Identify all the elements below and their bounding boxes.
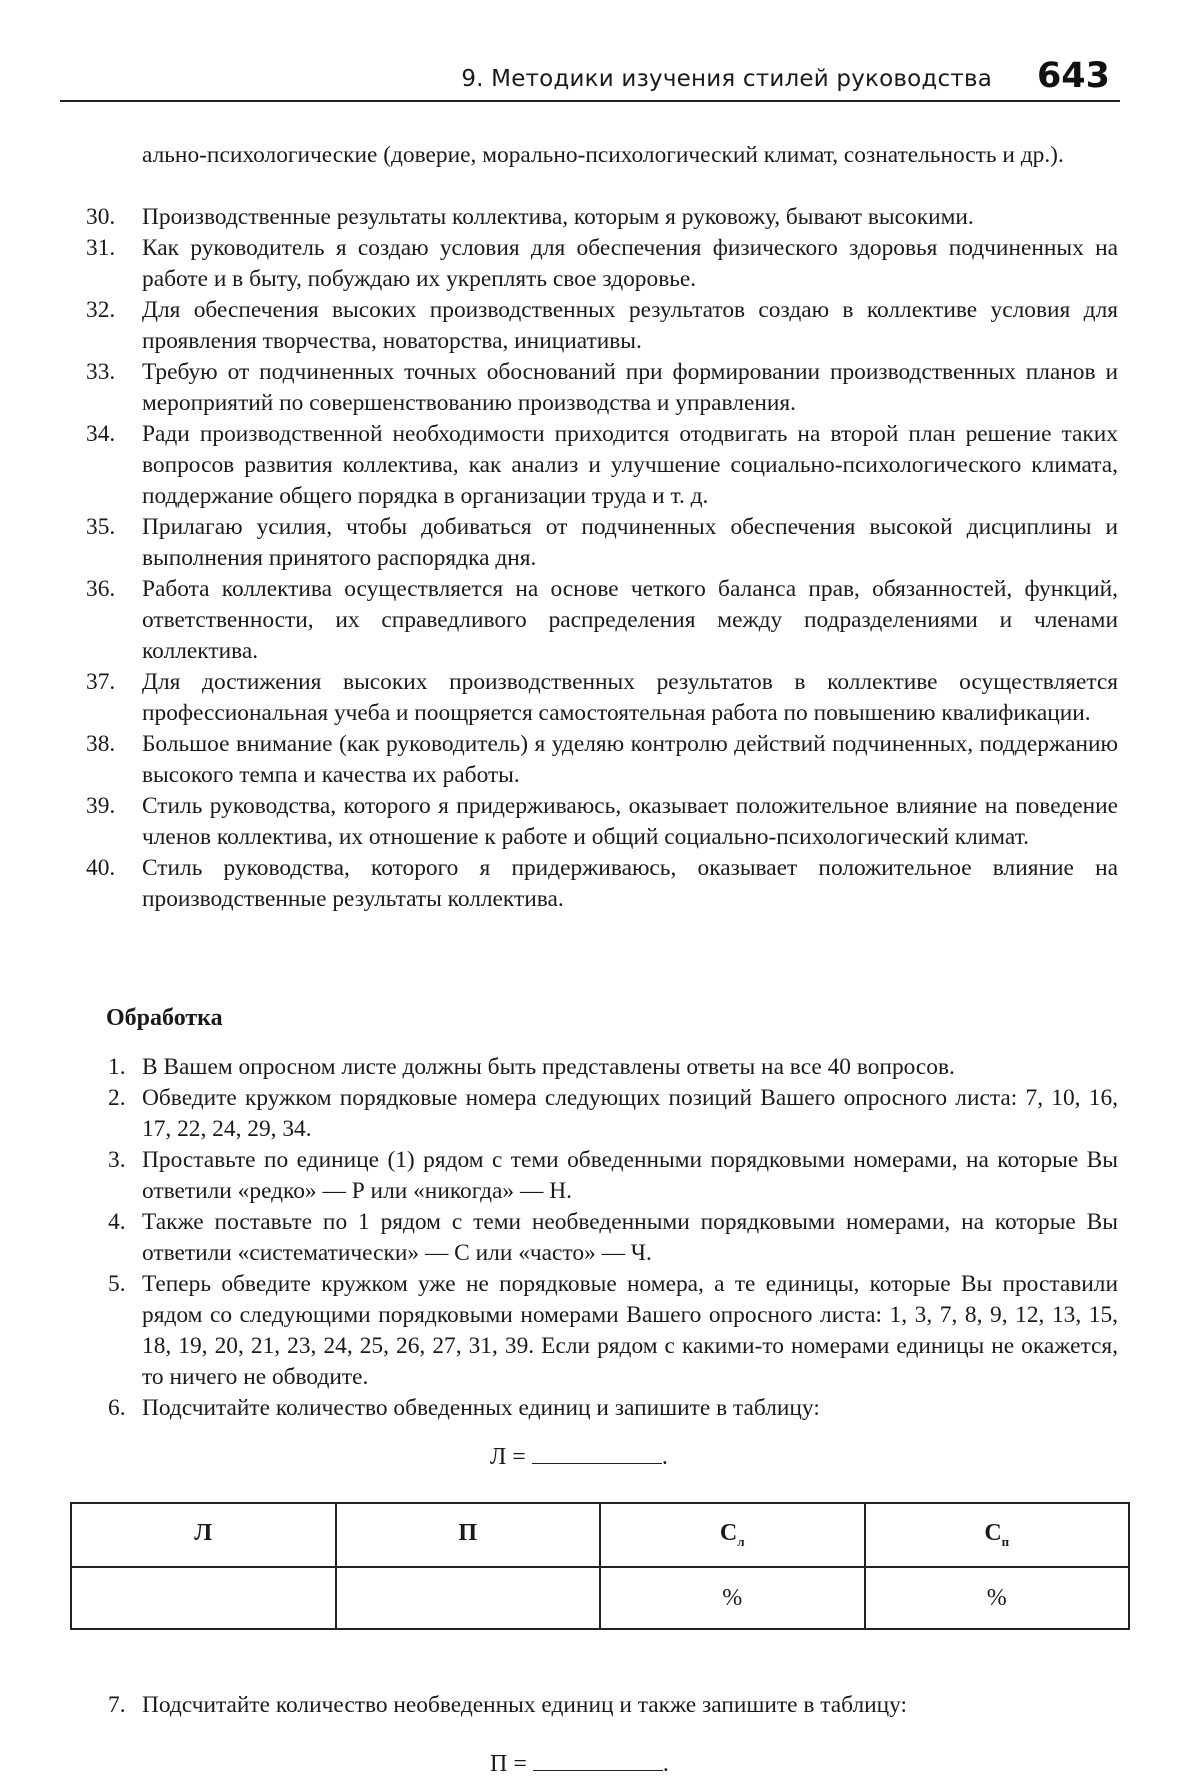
list-item — [0, 233, 1118, 295]
item-text: Обведите кружком порядковые номера следующих позиций Вашего опросного листа: 7, 10, 16, 17, 22, 24, 29, 34. — [142, 1085, 1118, 1142]
list-item — [0, 419, 1118, 512]
list-item — [0, 295, 1118, 357]
item-number: 6. — [108, 1395, 126, 1421]
item-text: Также поставьте по 1 рядом с теми необведенными порядковыми номерами, на которые Вы ответили «систематически» — С или «часто» — Ч. — [142, 1209, 1118, 1266]
item-text: Стиль руководства, которого я придерживаюсь, оказывает положительное влияние на производственные результаты коллектива. — [142, 855, 1118, 912]
list-item — [0, 1145, 1118, 1207]
blank-line — [533, 1750, 663, 1771]
blank-line — [532, 1443, 662, 1464]
item-text: Подсчитайте количество обведенных единиц и запишите в таблицу: — [142, 1395, 820, 1421]
item-number: 37. — [86, 669, 116, 695]
item-number: 39. — [86, 793, 116, 819]
item-text: Работа коллектива осуществляется на основе четкого баланса прав, обязанностей, функций, ответственности, их справедливого распределения между подразделениями и членами коллектива. — [142, 576, 1118, 664]
item-number: 31. — [86, 235, 116, 261]
table-header-cell: П — [336, 1503, 601, 1567]
table-cell — [71, 1567, 336, 1629]
processing-steps — [0, 1052, 1200, 1424]
table-row — [71, 1567, 1129, 1629]
header-title: 9. Методики изучения стилей руководства — [461, 66, 992, 92]
table-header-row — [71, 1503, 1129, 1567]
item-text: Ради производственной необходимости приходится отодвигать на второй план решение таких вопросов развития коллектива, как анализ и улучшение социально-психологического климата, поддержание общего порядка в организации труда и т. д. — [142, 421, 1118, 509]
item-number: 38. — [86, 731, 116, 757]
list-item — [0, 1269, 1118, 1393]
item-text: Большое внимание (как руководитель) я уделяю контролю действий подчиненных, поддержанию высокого темпа и качества их работы. — [142, 731, 1118, 788]
running-header — [60, 58, 1120, 102]
item-text: Для обеспечения высоких производственных результатов создаю в коллективе условия для проявления творчества, новаторства, инициативы. — [142, 297, 1118, 354]
list-item — [0, 357, 1118, 419]
item-number: 36. — [86, 576, 116, 602]
item-text: Прилагаю усилия, чтобы добиваться от подчиненных обеспечения высокой дисциплины и выполнения принятого распорядка дня. — [142, 514, 1118, 571]
item-text: Требую от подчиненных точных обоснований при формировании производственных планов и мероприятий по совершенствованию производства и управления. — [142, 359, 1118, 416]
item-number: 34. — [86, 421, 116, 447]
list-item — [0, 1052, 1118, 1083]
continuation-text: ально-психологические (доверие, морально-психологический климат, сознательность и др.). — [142, 142, 1064, 168]
item-number: 33. — [86, 359, 116, 385]
item-text: Как руководитель я создаю условия для обеспечения физического здоровья подчиненных на работе и в быту, побуждаю их укреплять свое здоровье. — [142, 235, 1118, 292]
list-item — [0, 667, 1118, 729]
section-title: Обработка — [106, 1005, 223, 1031]
table-cell: % — [600, 1567, 865, 1629]
item-number: 1. — [108, 1054, 126, 1080]
list-item — [0, 853, 1118, 915]
item-number: 32. — [86, 297, 116, 323]
table-header-cell: $С_л$ — [600, 1503, 865, 1567]
table-cell: % — [865, 1567, 1130, 1629]
list-item — [0, 202, 1118, 233]
item-text: В Вашем опросном листе должны быть представлены ответы на все 40 вопросов. — [142, 1054, 955, 1080]
formula-p-label: П = — [490, 1751, 527, 1777]
list-item — [0, 1393, 1118, 1424]
list-item — [0, 729, 1118, 791]
formula-l — [490, 1443, 668, 1471]
item-number: 4. — [108, 1209, 126, 1235]
item-text: Теперь обведите кружком уже не порядковые номера, а те единицы, которые Вы проставили рядом со следующими порядковыми номерами Вашего опросного листа: 1, 3, 7, 8, 9, 12, 13, 15, 18, 19, 20, 21, 23, 24, 25, 26, 27, 31, 39. Если рядом с какими-то номерами единицы не окажется, то ничего не обводите. — [142, 1271, 1118, 1390]
item-number: 30. — [86, 204, 116, 230]
item-number: 40. — [86, 855, 116, 881]
item-number: 5. — [108, 1271, 126, 1297]
list-item — [0, 512, 1118, 574]
item-text: Подсчитайте количество необведенных единиц и также запишите в таблицу: — [142, 1692, 908, 1718]
formula-l-label: Л = — [490, 1444, 526, 1470]
formula-end: . — [662, 1751, 669, 1777]
formula-end: . — [661, 1444, 668, 1470]
step-7 — [0, 1690, 1200, 1721]
page-number: 643 — [1036, 56, 1110, 96]
item-text: Проставьте по единице (1) рядом с теми обведенными порядковыми номерами, на которые Вы ответили «редко» — Р или «никогда» — Н. — [142, 1147, 1118, 1204]
item-number: 2. — [108, 1085, 126, 1111]
item-text: Производственные результаты коллектива, которым я руковожу, бывают высокими. — [142, 204, 974, 230]
list-item — [0, 791, 1118, 853]
table-header-cell: $С_п$ — [865, 1503, 1130, 1567]
questions-list — [0, 202, 1200, 915]
table-cell — [336, 1567, 601, 1629]
item-text: Для достижения высоких производственных результатов в коллективе осуществляется профессиональная учеба и поощряется самостоятельная работа по повышению квалификации. — [142, 669, 1118, 726]
list-item — [0, 1207, 1118, 1269]
table-header-cell: Л — [71, 1503, 336, 1567]
list-item — [0, 1083, 1118, 1145]
results-table — [70, 1502, 1130, 1630]
item-number: 3. — [108, 1147, 126, 1173]
item-number: 35. — [86, 514, 116, 540]
formula-p — [490, 1750, 669, 1778]
item-text: Стиль руководства, которого я придерживаюсь, оказывает положительное влияние на поведение членов коллектива, их отношение к работе и общий социально-психологический климат. — [142, 793, 1118, 850]
list-item — [0, 574, 1118, 667]
item-number: 7. — [108, 1692, 126, 1718]
